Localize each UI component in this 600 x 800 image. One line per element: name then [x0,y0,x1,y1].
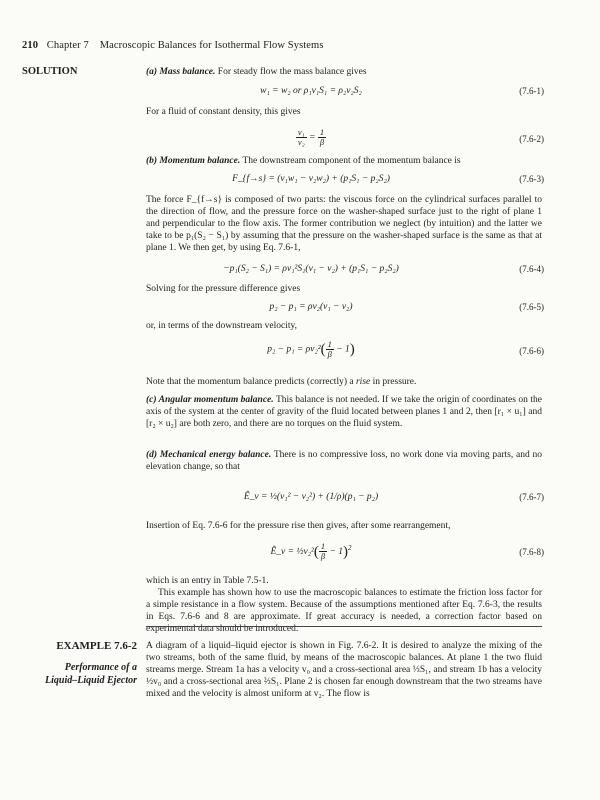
equation-expression: w₁ = w₂ or ρ₁v₁S₁ = ρ₂v₂S₂ [260,86,362,96]
section-a-heading: (a) Mass balance. [146,67,216,77]
section-a [146,66,542,78]
example-body [146,640,542,700]
equation-number: (7.6-5) [519,302,544,312]
note-post: in pressure. [372,377,417,387]
section-d-text: There is no compressive loss, no work done via moving parts, and no elevation change, so that [146,450,542,472]
example-subtitle-line2: Liquid–Liquid Ejector [45,675,137,686]
equation-7-6-4 [146,262,544,276]
section-b-downstream [146,320,542,332]
example-text: A diagram of a liquid–liquid ejector is shown in Fig. 7.6-2. It is desired to analyze the mixing of the two streams, both of the same fluid, by means of the macroscopic balances. At plane 1 the two fluid streams merge. Stream 1a has a velocity v₀ and a cross-sectional area ⅓S₁, and stream 1b has a velocity ½v₀ and a cross-sectional area ⅔S₁. Plane 2 is chosen far enough downstream that the two streams have mixed and the velocity is almost uniform at v₂. The flow is [146,641,542,699]
equation-7-6-5 [146,300,544,314]
end-of-example-rule [146,626,542,627]
section-d-text2: Insertion of Eq. 7.6-6 for the pressure rise then gives, after some rearrangement, [146,521,451,531]
section-b [146,155,542,167]
eq8-lhs: Ê_v = ½v₂² [270,547,314,558]
eq6-lhs: p₂ − p₁ = ρv₂² [267,344,321,355]
section-a-cont [146,106,542,118]
equation-7-6-3 [146,172,544,186]
equation-7-6-8: Ê_v = ½v₂²( $\frac{1}{\beta}$ − 1)$^2$ (7.6-8) [270,541,544,562]
section-a-text: For steady flow the mass balance gives [217,67,367,77]
equation-expression: Ê_v = ½(v₁² − v₂²) + (1/ρ)(p₁ − p₂) [243,492,379,502]
equation-number: (7.6-7) [519,492,544,502]
section-b-text3: Solving for the pressure difference gives [146,284,301,294]
section-d-heading: (d) Mechanical energy balance. [146,450,272,460]
section-c [146,394,542,430]
equation-number: (7.6-1) [519,86,544,96]
example-subtitle-line1: Performance of a [64,662,137,673]
note-pre: Note that the momentum balance predicts (correctly) a [146,377,354,387]
section-d-text3: which is an entry in Table 7.5-1. [146,576,269,586]
page-number: 210 [22,40,39,51]
equation-7-6-1 [146,84,544,98]
eq2-rhs-num: 1 [319,127,325,137]
equation-expression: −p₁(S₂ − S₁) = ρv₁²S₁(v₁ − v₂) + (p₁S₁ − p₂S₂) [223,264,399,274]
section-d-insertion [146,520,542,532]
equation-number: (7.6-3) [519,174,544,184]
equation-number: (7.6-8) [519,547,544,557]
section-b-para: The force F_{f→s} is composed of two parts: the viscous force on the cylindrical surfaces parallel to the direction of flow, and the pressure force on the washer-shaped surface just to the right of plane 1 and perpendicular to the flow axis. The former contribution we neglect (by intuition) and the latter we take to be p₁(S₂ − S₁) by assuming that the pressure on the washer-shaped surface is the same as that at plane 1. We then get, by using Eq. 7.6-1, [146,195,542,253]
equation-7-6-2: $\frac{\text{v₁}}{\text{v₂}}$ = $\frac{1}{\beta}$ (7.6-2) [297,127,544,147]
equation-number: (7.6-4) [519,264,544,274]
example-label: EXAMPLE 7.6-2 [56,640,137,652]
equation-number: (7.6-6) [519,346,544,356]
section-b-heading: (b) Momentum balance. [146,156,241,166]
equation-expression: F_{f→s} = (v₁w₁ − v₂w₂) + (p₁S₁ − p₂S₂) [232,174,390,184]
section-b-text: The downstream component of the momentum balance is [242,156,461,166]
running-head [22,40,324,51]
chapter-title: Macroscopic Balances for Isothermal Flow Systems [99,40,324,51]
eq2-lhs-num: v₁ [297,127,305,137]
equation-7-6-7 [146,490,544,504]
equation-number: (7.6-2) [519,134,544,144]
section-b-solve [146,283,542,295]
section-b-note [146,376,542,388]
section-d [146,449,542,473]
equation-7-6-6: p₂ − p₁ = ρv₂²( $\frac{1}{\beta}$ − 1) (7.6-6) [267,339,544,359]
example-subtitle [22,661,137,687]
section-b-paragraph [146,194,542,254]
chapter-label: Chapter 7 [46,40,89,51]
section-a-text2: For a fluid of constant density, this gives [146,107,301,117]
eq2-lhs-den: v₂ [297,137,305,147]
solution-label: SOLUTION [22,66,78,77]
section-b-text4: or, in terms of the downstream velocity, [146,321,297,331]
eq2-rhs-den: β [319,137,325,147]
note-rise: rise [355,377,371,387]
equation-expression: p₂ − p₁ = ρv₂(v₁ − v₂) [269,302,353,312]
section-c-heading: (c) Angular momentum balance. [146,395,274,405]
section-d-para: This example has shown how to use the macroscopic balances to estimate the friction loss factor for a simple resistance in a flow system. Because of the assumptions mentioned after Eq. 7.6-3, the results in Eqs. 7.6-6 and 8 are approximate. If great accuracy is needed, a correction factor based on experimental data should be introduced. [146,588,542,634]
section-c-text: This balance is not needed. If we take the origin of coordinates on the axis of the system at the center of gravity of the fluid located between planes 1 and 2, then [r₁ × u₁] and [r₂ × u₂] are both zero, and there are no torques on the fluid system. [146,395,542,429]
